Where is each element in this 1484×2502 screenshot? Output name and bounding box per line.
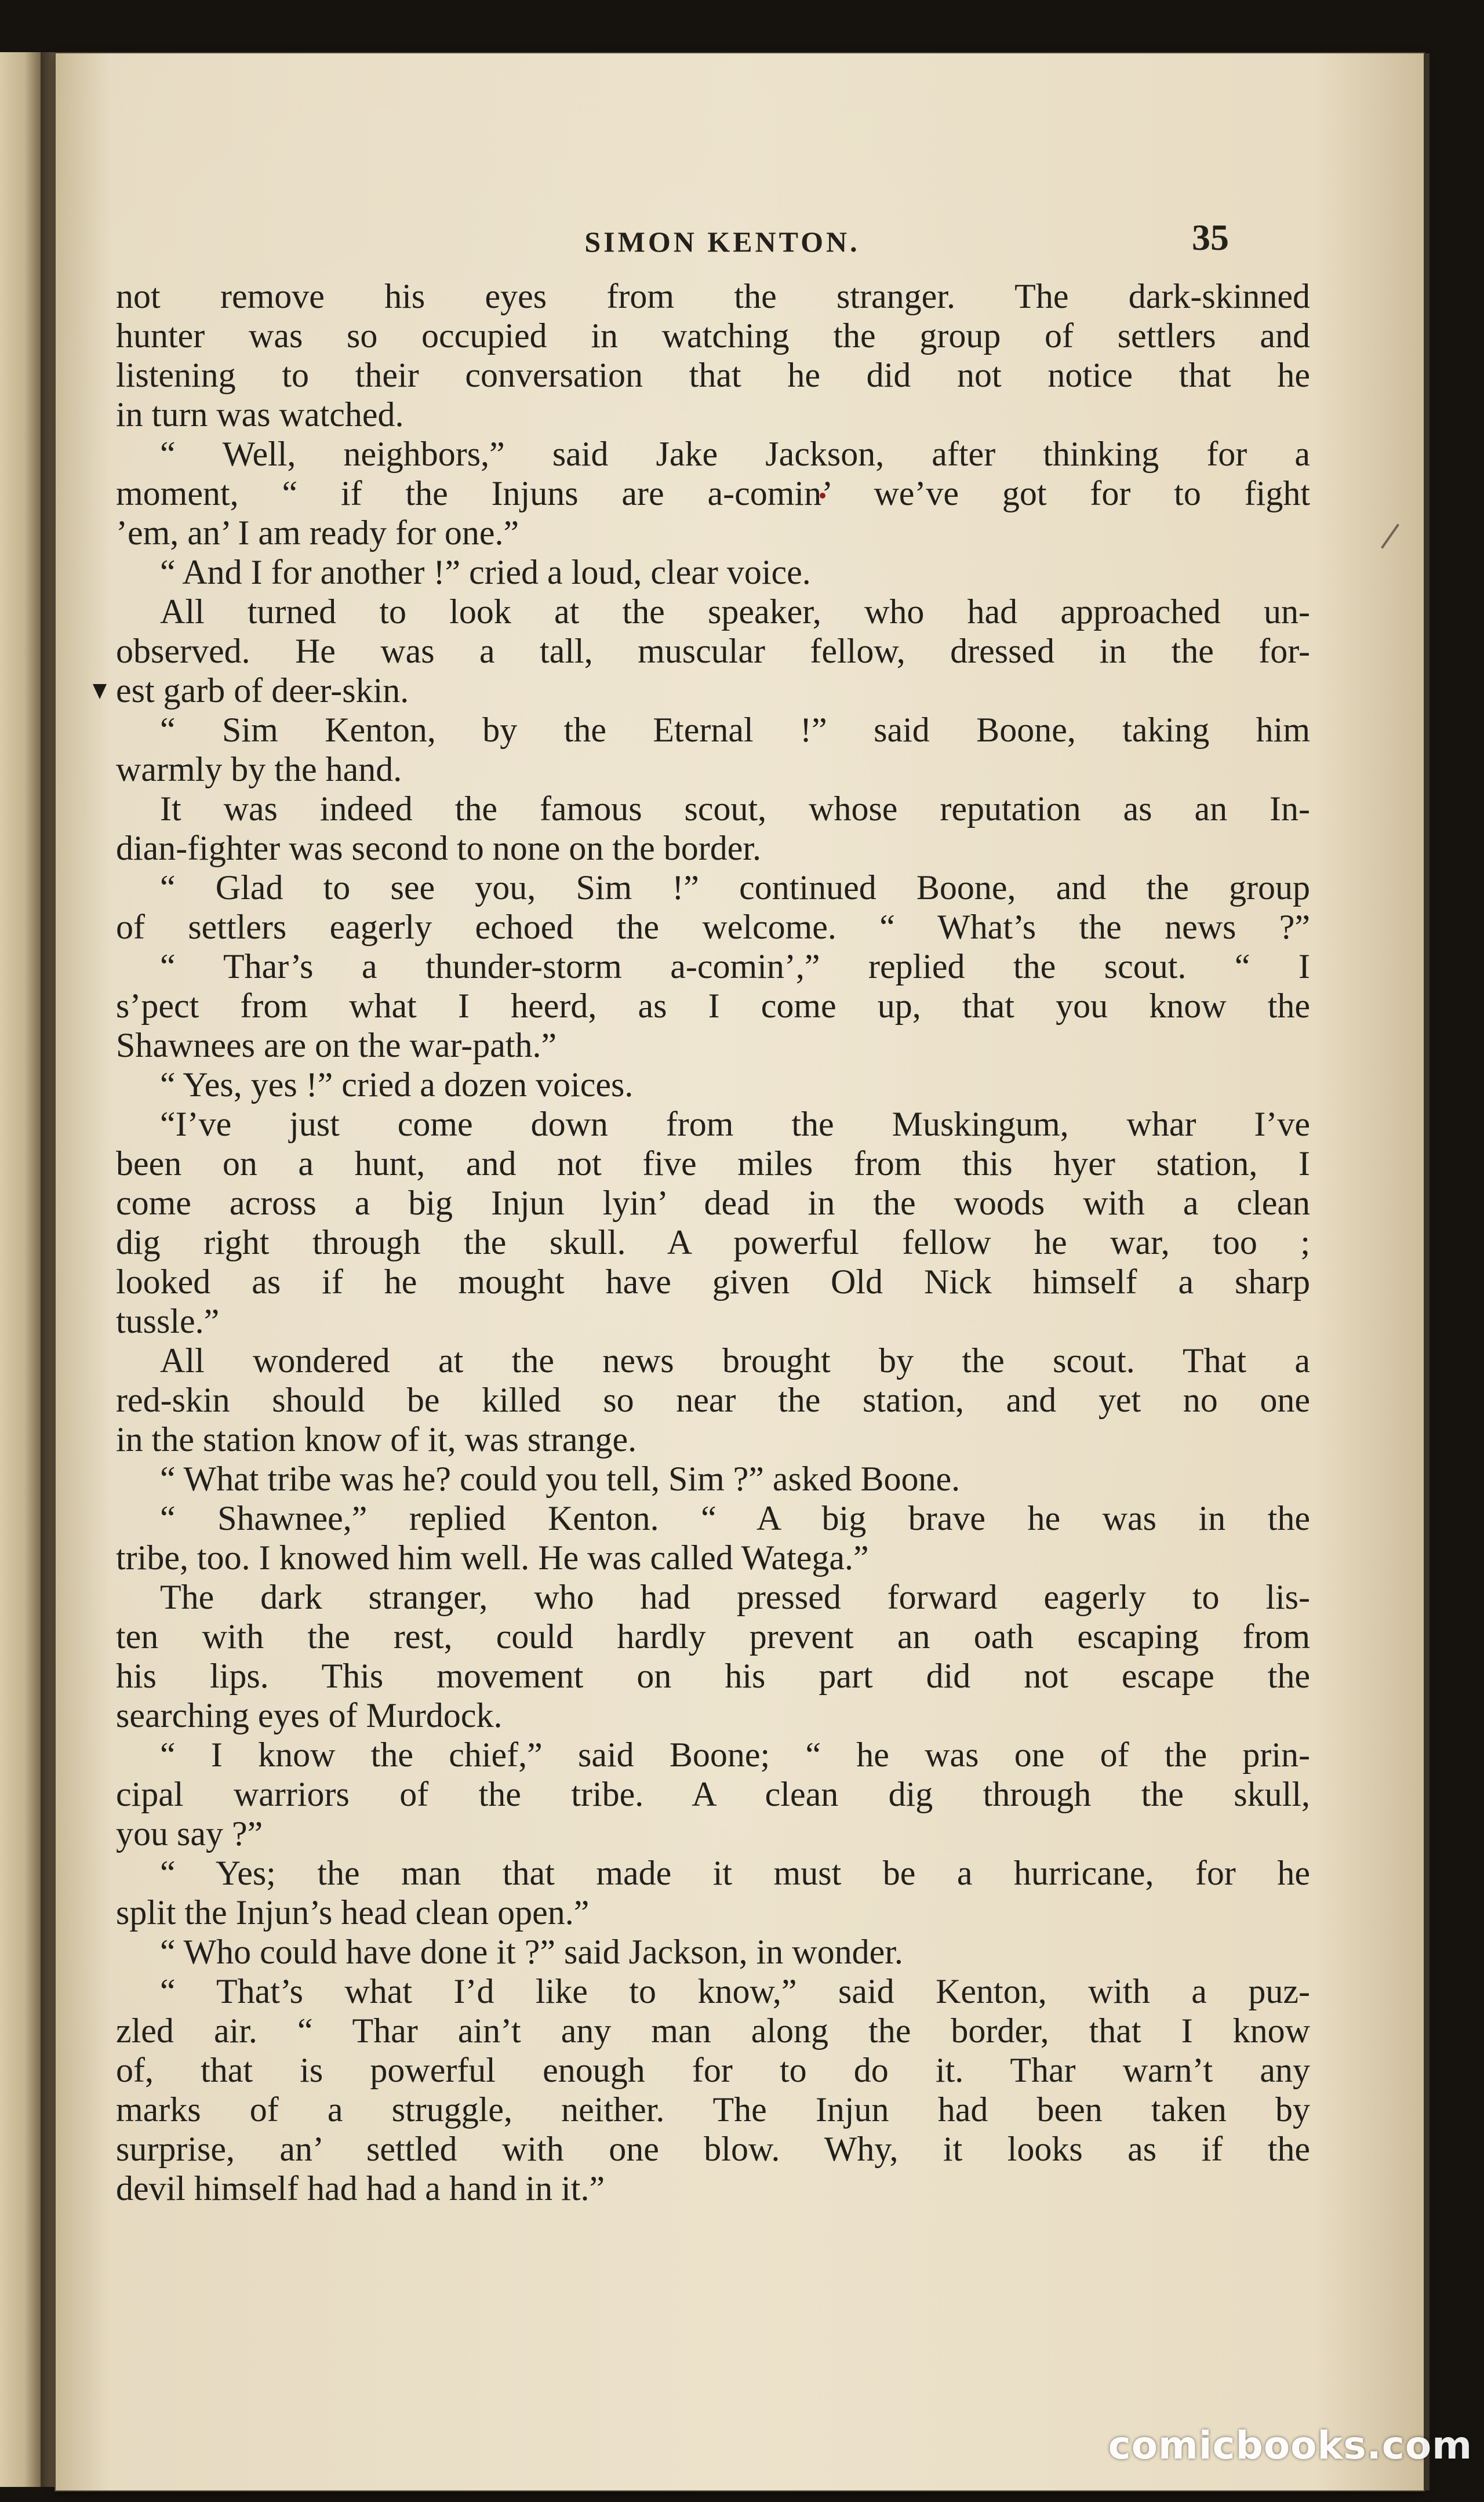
- page-edge-shadow: [1424, 53, 1430, 2490]
- text-line: not remove his eyes from the stranger. The dark-skinned: [116, 277, 1310, 315]
- text-line: dian-fighter was second to none on the border.: [116, 829, 762, 867]
- text-line: devil himself had had a hand in it.”: [116, 2169, 605, 2208]
- text-line: “ Thar’s a thunder-storm a-comin’,” replied the scout. “ I: [160, 947, 1310, 985]
- book-page: [56, 53, 1424, 2490]
- text-line: cipal warriors of the tribe. A clean dig through the skull,: [116, 1775, 1310, 1813]
- text-line: of, that is powerful enough for to do it. Thar warn’t any: [116, 2051, 1310, 2089]
- text-line: “ Who could have done it ?” said Jackson, in wonder.: [160, 1933, 903, 1971]
- text-line: tussle.”: [116, 1302, 220, 1340]
- text-line: looked as if he mought have given Old Nick himself a sharp: [116, 1263, 1310, 1301]
- text-line: zled air. “ Thar ain’t any man along the border, that I know: [116, 2012, 1310, 2050]
- watermark: comicbooks.com: [1108, 2423, 1472, 2468]
- text-line: come across a big Injun lyin’ dead in the woods with a clean: [116, 1184, 1310, 1222]
- text-line: searching eyes of Murdock.: [116, 1696, 503, 1734]
- text-line: his lips. This movement on his part did not escape the: [116, 1657, 1310, 1695]
- text-line: split the Injun’s head clean open.”: [116, 1893, 590, 1932]
- text-line: Shawnees are on the war-path.”: [116, 1026, 557, 1064]
- text-line: “ And I for another !” cried a loud, clear voice.: [160, 553, 811, 591]
- text-line: red-skin should be killed so near the station, and yet no one: [116, 1381, 1310, 1419]
- text-line: moment, “ if the Injuns are a-comin’ we’ve got for to fight: [116, 474, 1310, 512]
- text-line: “I’ve just come down from the Muskingum, whar I’ve: [160, 1105, 1310, 1143]
- arrow-mark-icon: [93, 684, 107, 699]
- text-line: All turned to look at the speaker, who had approached un-: [160, 592, 1310, 631]
- text-line: listening to their conversation that he did not notice that he: [116, 356, 1310, 394]
- text-line: marks of a struggle, neither. The Injun had been taken by: [116, 2090, 1310, 2129]
- text-line: “ That’s what I’d like to know,” said Kenton, with a puz-: [160, 1972, 1310, 2010]
- text-line: you say ?”: [116, 1814, 263, 1853]
- text-line: surprise, an’ settled with one blow. Why, it looks as if the: [116, 2130, 1310, 2168]
- text-line: in the station know of it, was strange.: [116, 1420, 637, 1459]
- text-line: “ Well, neighbors,” said Jake Jackson, after thinking for a: [160, 435, 1310, 473]
- text-line: observed. He was a tall, muscular fellow, dressed in the for-: [116, 632, 1310, 670]
- text-line: hunter was so occupied in watching the group of settlers and: [116, 317, 1310, 355]
- text-line: “ I know the chief,” said Boone; “ he was one of the prin-: [160, 1736, 1310, 1774]
- text-line: in turn was watched.: [116, 395, 404, 434]
- text-line: “ Shawnee,” replied Kenton. “ A big brave he was in the: [160, 1499, 1310, 1537]
- text-line: All wondered at the news brought by the scout. That a: [160, 1341, 1310, 1380]
- text-line: ten with the rest, could hardly prevent an oath escaping from: [116, 1617, 1310, 1656]
- text-line: ’em, an’ I am ready for one.”: [116, 514, 519, 552]
- text-line: “ Yes, yes !” cried a dozen voices.: [160, 1065, 634, 1104]
- facing-page-edge: [0, 52, 41, 2487]
- running-head: [56, 217, 1424, 262]
- body-text: [116, 277, 1310, 2208]
- text-line: warmly by the hand.: [116, 750, 402, 788]
- text-line: of settlers eagerly echoed the welcome. “ What’s the news ?”: [116, 908, 1310, 946]
- text-line: “ Yes; the man that made it must be a hurricane, for he: [160, 1854, 1310, 1892]
- text-line: s’pect from what I heerd, as I come up, that you know the: [116, 987, 1310, 1025]
- page-number: 35: [1192, 217, 1229, 258]
- text-line: tribe, too. I knowed him well. He was called Watega.”: [116, 1539, 869, 1577]
- text-line: “ What tribe was he? could you tell, Sim ?” asked Boone.: [160, 1460, 961, 1498]
- text-line: “ Glad to see you, Sim !” continued Boone, and the group: [160, 868, 1310, 907]
- pencil-stroke-mark: [1381, 523, 1399, 548]
- running-title: SIMON KENTON.: [584, 226, 860, 258]
- text-line: “ Sim Kenton, by the Eternal !” said Boone, taking him: [160, 711, 1310, 749]
- text-line: dig right through the skull. A powerful fellow he war, too ;: [116, 1223, 1310, 1261]
- text-line: been on a hunt, and not five miles from this hyer station, I: [116, 1144, 1310, 1183]
- text-line: It was indeed the famous scout, whose reputation as an In-: [160, 790, 1310, 828]
- text-line: est garb of deer-skin.: [116, 671, 409, 710]
- text-line: The dark stranger, who had pressed forward eagerly to lis-: [160, 1578, 1310, 1616]
